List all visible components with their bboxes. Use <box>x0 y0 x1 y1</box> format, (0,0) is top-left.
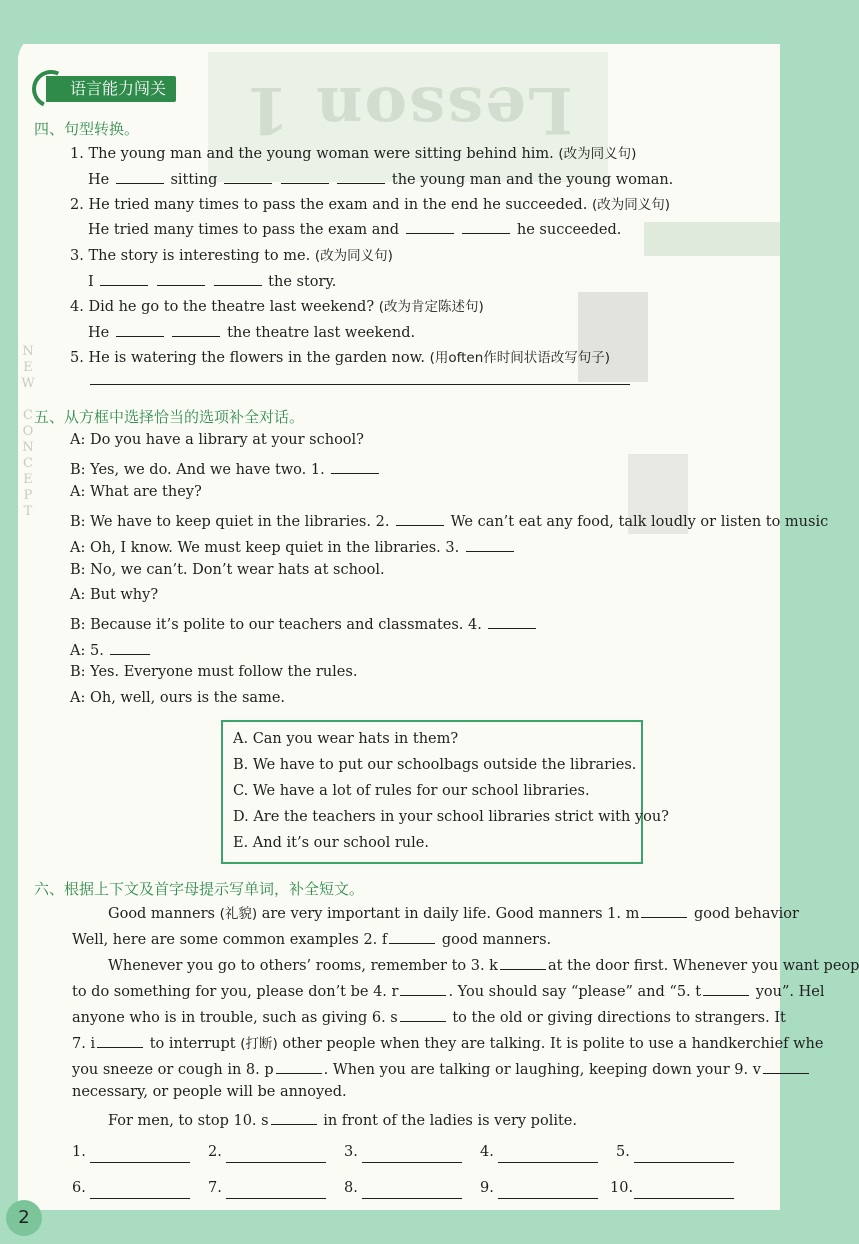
s4-q5: 5. He is watering the flowers in the garden now. (用often作时间状语改写句子) <box>70 350 611 366</box>
lesson-banner-title: Lesson 1 <box>243 72 573 147</box>
dialog-line: B: Yes, we do. And we have two. 1. <box>70 458 381 478</box>
answer-line[interactable] <box>90 1162 190 1163</box>
blank[interactable] <box>462 218 510 234</box>
dialog-line: B: Because it’s polite to our teachers and classmates. 4. <box>70 613 538 633</box>
blank[interactable] <box>276 1058 322 1074</box>
blank[interactable] <box>641 902 687 918</box>
option-a: A. Can you wear hats in them? <box>233 731 459 747</box>
blank[interactable] <box>224 168 272 184</box>
answer-line[interactable] <box>498 1198 598 1199</box>
s4-a5-line[interactable] <box>90 384 630 385</box>
blank[interactable] <box>763 1058 809 1074</box>
dialog-line: A: Oh, I know. We must keep quiet in the libraries. 3. <box>70 536 516 556</box>
answer-label: 1. <box>72 1144 86 1160</box>
ghost-image <box>578 292 648 382</box>
blank[interactable] <box>337 168 385 184</box>
passage-line: to do something for you, please don’t be 4. r . You should say “please” and “5. t you”. Hel <box>72 980 824 1000</box>
answer-label: 4. <box>480 1144 494 1160</box>
answer-label: 5. <box>616 1144 630 1160</box>
passage-line: anyone who is in trouble, such as giving 6. s to the old or giving directions to strangers. It <box>72 1006 786 1026</box>
blank[interactable] <box>406 218 454 234</box>
blank[interactable] <box>157 270 205 286</box>
options-box <box>221 720 669 864</box>
passage-line: necessary, or people will be annoyed. <box>72 1084 347 1100</box>
answer-line[interactable] <box>362 1162 462 1163</box>
dialog-line: B: We have to keep quiet in the libraries. 2. We can’t eat any food, talk loudly or listen to music <box>70 510 828 530</box>
blank[interactable] <box>488 613 536 629</box>
passage-line: Whenever you go to others’ rooms, remember to 3. k at the door first. Whenever you want peop <box>108 954 859 974</box>
passage-line: Good manners (礼貌) are very important in daily life. Good manners 1. m good behavior <box>108 902 799 922</box>
answer-line[interactable] <box>634 1162 734 1163</box>
s4-q4: 4. Did he go to the theatre last weekend? (改为肯定陈述句) <box>70 299 484 315</box>
blank[interactable] <box>466 536 514 552</box>
s4-q3: 3. The story is interesting to me. (改为同义句) <box>70 248 393 264</box>
dialog-line: A: Do you have a library at your school? <box>70 432 364 448</box>
section6-title: 六、根据上下文及首字母提示写单词，补全短文。 <box>34 880 365 898</box>
blank[interactable] <box>396 510 444 526</box>
workbook-page <box>18 34 859 1210</box>
dialog-line: A: But why? <box>70 587 159 603</box>
blank[interactable] <box>400 980 446 996</box>
dialog-line: A: 5. <box>70 639 152 659</box>
dialog-line: B: Yes. Everyone must follow the rules. <box>70 664 358 680</box>
dialog-line: A: What are they? <box>70 484 202 500</box>
answer-line[interactable] <box>362 1198 462 1199</box>
answer-label: 6. <box>72 1180 86 1196</box>
page-number: 2 <box>6 1200 42 1236</box>
blank[interactable] <box>116 321 164 337</box>
blank[interactable] <box>97 1032 143 1048</box>
answer-label: 2. <box>208 1144 222 1160</box>
top-band <box>18 34 780 44</box>
blank[interactable] <box>271 1109 317 1125</box>
blank[interactable] <box>331 458 379 474</box>
ghost-tag <box>644 222 780 256</box>
blank[interactable] <box>281 168 329 184</box>
answer-line[interactable] <box>90 1198 190 1199</box>
s4-q1: 1. The young man and the young woman were sitting behind him. (改为同义句) <box>70 146 637 162</box>
passage-line: you sneeze or cough in 8. p . When you are talking or laughing, keeping down your 9. v <box>72 1058 811 1078</box>
answer-line[interactable] <box>498 1162 598 1163</box>
option-c: C. We have a lot of rules for our school libraries. <box>233 783 590 799</box>
blank[interactable] <box>214 270 262 286</box>
blank[interactable] <box>400 1006 446 1022</box>
s4-a1: He sitting the young man and the young woman. <box>88 168 673 188</box>
passage-line: 7. i to interrupt (打断) other people when they are talking. It is polite to use a handkerchief whe <box>72 1032 823 1052</box>
answer-line[interactable] <box>634 1198 734 1199</box>
blank[interactable] <box>116 168 164 184</box>
s4-a4: He the theatre last weekend. <box>88 321 415 341</box>
answer-label: 7. <box>208 1180 222 1196</box>
section-tag: 语言能力闯关 <box>46 76 176 102</box>
s4-a2: He tried many times to pass the exam and he succeeded. <box>88 218 621 238</box>
passage-line: For men, to stop 10. s in front of the ladies is very polite. <box>108 1109 577 1129</box>
option-d: D. Are the teachers in your school libraries strict with you? <box>233 809 669 825</box>
answer-label: 8. <box>344 1180 358 1196</box>
answer-label: 3. <box>344 1144 358 1160</box>
blank[interactable] <box>110 639 150 655</box>
blank[interactable] <box>500 954 546 970</box>
dialog-line: B: No, we can’t. Don’t wear hats at school. <box>70 562 385 578</box>
section4-title: 四、句型转换。 <box>34 120 140 138</box>
answer-label: 9. <box>480 1180 494 1196</box>
answer-line[interactable] <box>226 1162 326 1163</box>
blank[interactable] <box>100 270 148 286</box>
spine-text: N E W C O N C E P T <box>21 344 35 519</box>
section5-title: 五、从方框中选择恰当的选项补全对话。 <box>34 408 305 426</box>
option-e: E. And it’s our school rule. <box>233 835 429 851</box>
dialog-line: A: Oh, well, ours is the same. <box>70 690 286 706</box>
blank[interactable] <box>172 321 220 337</box>
passage-line: Well, here are some common examples 2. f good manners. <box>72 928 551 948</box>
blank[interactable] <box>703 980 749 996</box>
s4-q2: 2. He tried many times to pass the exam and in the end he succeeded. (改为同义句) <box>70 197 670 213</box>
option-b: B. We have to put our schoolbags outside the libraries. <box>233 757 637 773</box>
blank[interactable] <box>389 928 435 944</box>
answer-label: 10. <box>610 1180 634 1196</box>
answer-line[interactable] <box>226 1198 326 1199</box>
s4-a3: I the story. <box>88 270 336 290</box>
